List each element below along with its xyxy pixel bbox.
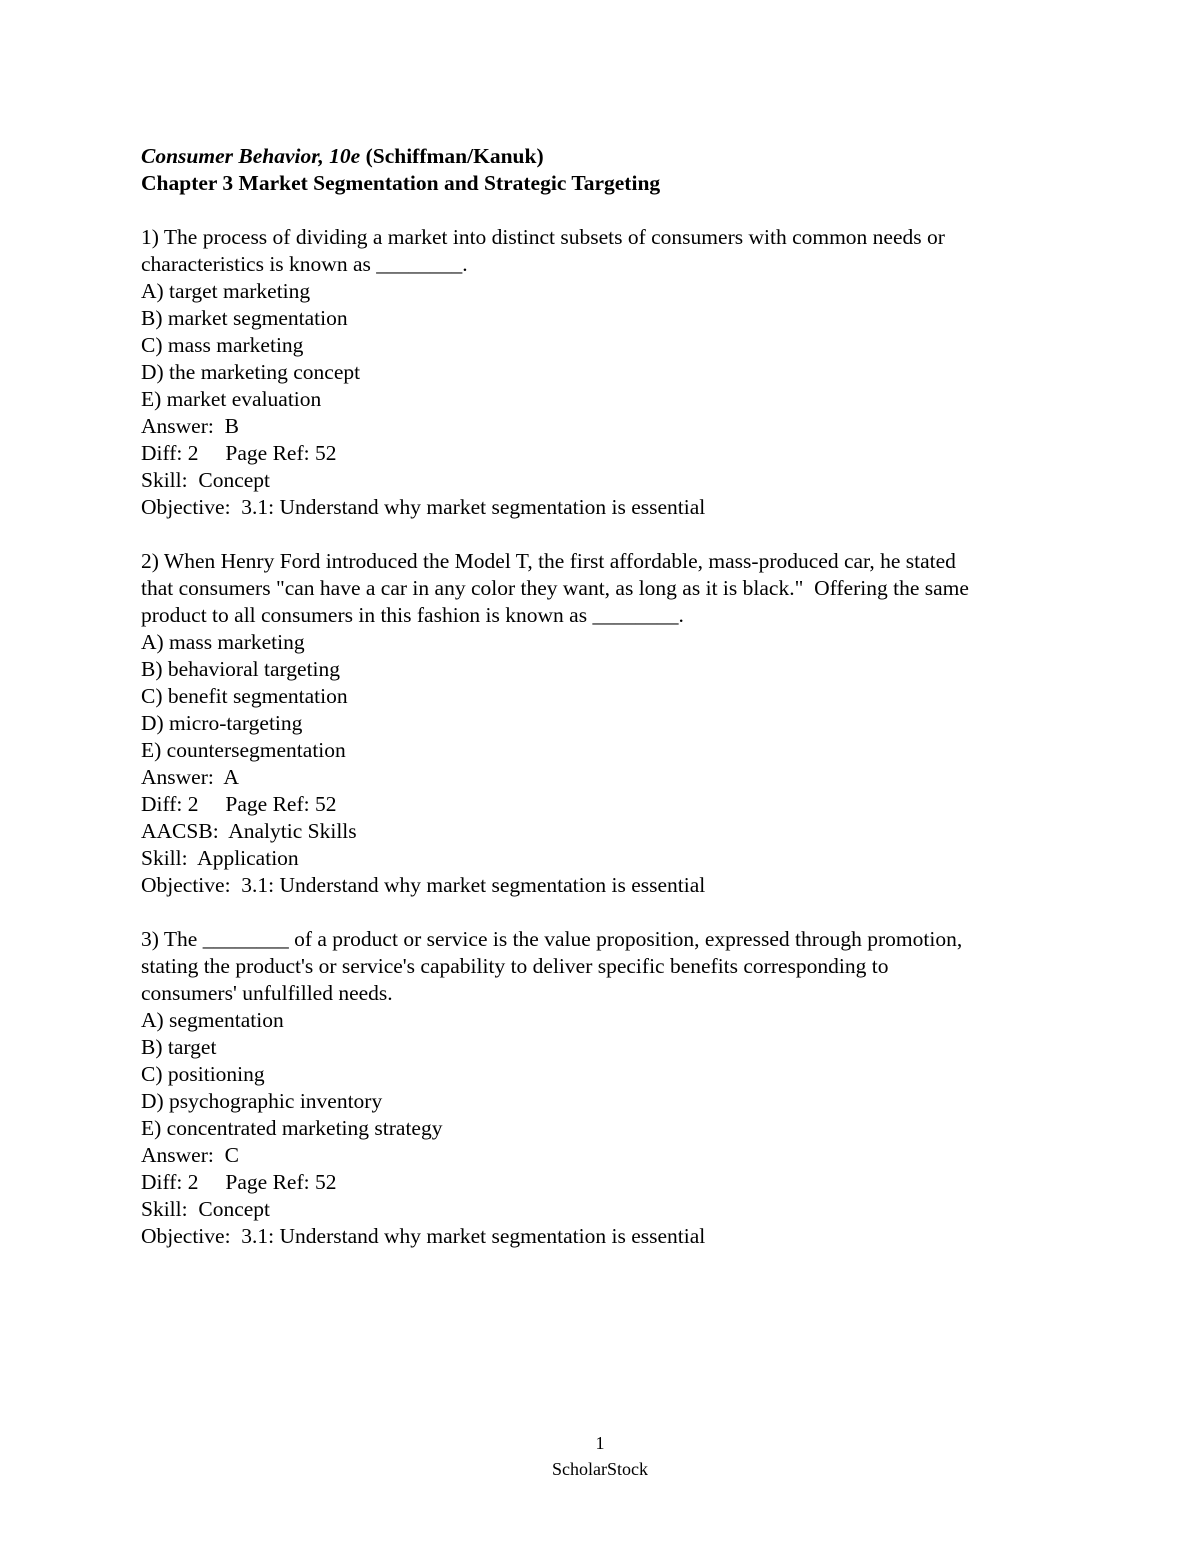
question-meta: AACSB: Analytic Skills [141, 819, 357, 843]
page-number: 1 [595, 1433, 605, 1453]
question-list [141, 224, 1071, 1250]
answer-option: E) countersegmentation [141, 738, 346, 762]
question-meta: Diff: 2 Page Ref: 52 [141, 1170, 337, 1194]
question-meta: Objective: 3.1: Understand why market segmentation is essential [141, 873, 706, 897]
question-meta: Skill: Concept [141, 1197, 270, 1221]
question-block [141, 548, 1071, 899]
answer-option: A) segmentation [141, 1008, 284, 1032]
question-stem-line: 3) The ________ of a product or service is the value proposition, expressed through promotion, [141, 927, 963, 951]
answer-option: B) behavioral targeting [141, 657, 341, 681]
footer-brand: ScholarStock [552, 1459, 648, 1479]
answer-option: C) positioning [141, 1062, 265, 1086]
question-block [141, 224, 1071, 521]
question-meta: Answer: A [141, 765, 239, 789]
answer-option: A) mass marketing [141, 630, 305, 654]
answer-option: D) psychographic inventory [141, 1089, 383, 1113]
book-authors: (Schiffman/Kanuk) [365, 144, 544, 168]
book-edition: 10e [329, 144, 361, 168]
answer-option: C) mass marketing [141, 333, 304, 357]
document-page [141, 143, 1071, 1250]
answer-option: A) target marketing [141, 279, 311, 303]
question-meta: Answer: C [141, 1143, 239, 1167]
question-stem-line: stating the product's or service's capability to deliver specific benefits corresponding to [141, 954, 889, 978]
chapter-title: Chapter 3 Market Segmentation and Strategic Targeting [141, 171, 661, 195]
answer-option: E) market evaluation [141, 387, 322, 411]
question-stem-line: 2) When Henry Ford introduced the Model T, the first affordable, mass-produced car, he stated [141, 549, 956, 573]
question-stem-line: product to all consumers in this fashion is known as ________. [141, 603, 684, 627]
question-meta: Diff: 2 Page Ref: 52 [141, 441, 337, 465]
question-meta: Answer: B [141, 414, 239, 438]
question-stem-line: consumers' unfulfilled needs. [141, 981, 393, 1005]
question-stem-line: characteristics is known as ________. [141, 252, 468, 276]
question-meta: Skill: Concept [141, 468, 270, 492]
question-meta: Objective: 3.1: Understand why market segmentation is essential [141, 1224, 706, 1248]
book-title-line [141, 143, 1071, 170]
answer-option: D) micro-targeting [141, 711, 303, 735]
answer-option: C) benefit segmentation [141, 684, 348, 708]
answer-option: B) market segmentation [141, 306, 348, 330]
book-title: Consumer Behavior, [141, 144, 324, 168]
answer-option: D) the marketing concept [141, 360, 361, 384]
question-stem-line: that consumers "can have a car in any color they want, as long as it is black." Offering the same [141, 576, 969, 600]
answer-option: B) target [141, 1035, 217, 1059]
question-meta: Skill: Application [141, 846, 299, 870]
question-stem-line: 1) The process of dividing a market into distinct subsets of consumers with common needs or [141, 225, 945, 249]
question-meta: Objective: 3.1: Understand why market segmentation is essential [141, 495, 706, 519]
answer-option: E) concentrated marketing strategy [141, 1116, 443, 1140]
question-block [141, 926, 1071, 1250]
question-meta: Diff: 2 Page Ref: 52 [141, 792, 337, 816]
